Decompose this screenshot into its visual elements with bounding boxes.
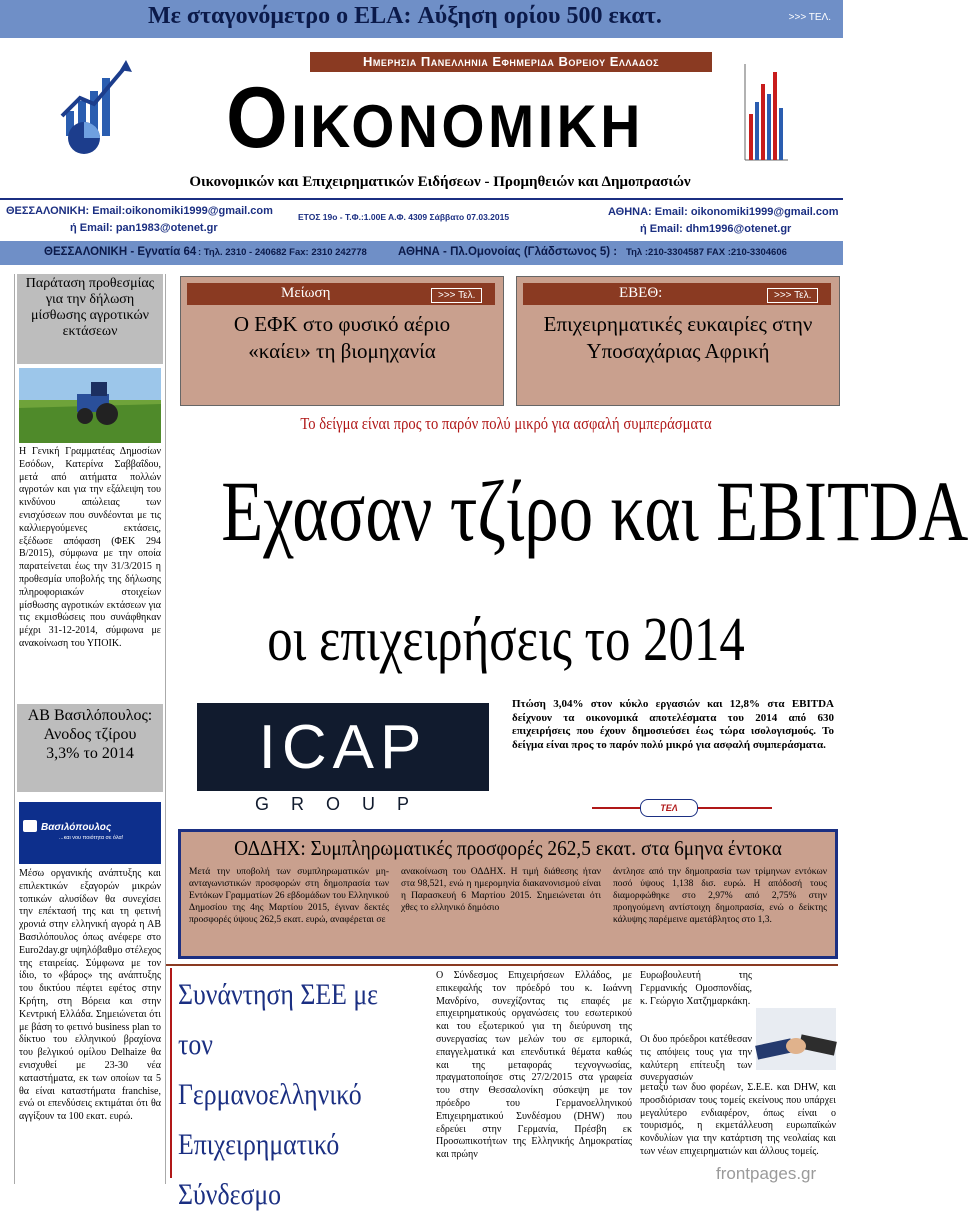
- main-headline-1[interactable]: Εχασαν τζίρο και EBITDA: [221, 463, 968, 559]
- ab-logo-slogan: ...και νου ποιότητα σε όλα!: [59, 835, 124, 841]
- masthead-title[interactable]: Οικονομικη: [226, 70, 644, 166]
- address-athens-tel: Τηλ :210-3304587 FAX :210-3304606: [626, 247, 787, 258]
- contacts-thess-2: ή Email: pan1983@otenet.gr: [70, 222, 218, 234]
- icap-logo-main: ICAP: [258, 713, 428, 782]
- address-bar: [0, 241, 843, 265]
- growth-chart-icon: [56, 56, 136, 156]
- contacts-issue-info: ΕΤΟΣ 19ο - Τ.Φ.:1.00Ε Α.Φ. 4309 Σάββατο 07.03.2015: [298, 212, 510, 222]
- bar-chart-icon: [742, 64, 790, 164]
- odhx-col3: άντλησε από την δημοπρασία των τρίμηνων εντόκων ποσό ύψους 1,138 δισ. ευρώ. Η απόδοσή τους διαμορφώθηκε στο 2,97% από 2,75% στην προηγούμενη αντίστοιχη δημοπρασία, ενώ ο δείκτης κάλυψης παρέμεινε αμετάβλητος στο 1,3.: [613, 867, 827, 925]
- box-right-tel[interactable]: >>> Τελ.: [767, 288, 818, 303]
- masthead: [0, 38, 843, 198]
- masthead-subtitle-top: Ημερησια Πανελληνια Εφημεριδα Βορειου Ελλαδος: [310, 52, 712, 72]
- main-tel[interactable]: ΤΕΛ: [640, 799, 698, 817]
- box-right[interactable]: [516, 276, 840, 406]
- see-col2-mid: Οι δυο πρόεδροι κατέθεσαν τις απόψεις τους για την καλύτερη επίτευξη των συνεργασιών: [640, 1034, 752, 1084]
- main-headline-2[interactable]: οι επιχειρήσεις το 2014: [267, 606, 745, 674]
- see-col2-top: Ευρωβουλευτή της Γερμανικής Ομοσπονδίας, κ. Γεώργιο Χατζημαρκάκη.: [640, 970, 752, 1007]
- contacts-athens-1: ΑΘΗΝΑ: Email: oikonomiki1999@gmail.com: [608, 206, 839, 218]
- box-right-head: [523, 283, 831, 305]
- box-left-head: [187, 283, 495, 305]
- top-banner[interactable]: [0, 0, 843, 38]
- odhx-box: [178, 829, 838, 959]
- sidebar-story1-body: Η Γενική Γραμματέας Δημοσίων Εσόδων, Κατερίνα Σαββαΐδου, μετά από αιτήματα πολλών αγροτών και για την εξάλειψη του κινδύνου απώλειας των ενισχύσεων που συνδέονται με τις καλλιεργούμενες εκτάσεις, εξέδωσε απόφαση (ΦΕΚ 294 Β/2015), σύμφωνα με την οποία παρατείνεται έως την 31/3/2015 η προθεσμία υποβολής της δήλωσης πληροφοριακών στοιχείων μίσθωσης αγροτικών εκτάσεων για τις εκμισθώσεις που συνάφθηκαν μέχρι 31-12-2014, σύμφωνα με ανακοίνωση του ΥΠΟΙΚ.: [19, 446, 161, 649]
- main-lead: Πτώση 3,04% στον κύκλο εργασιών και 12,8% στα EBITDA δείχνουν τα οικονομικά αποτελέσματα του 2014 από 630 επιχειρήσεις που έχουν δημοσιεύσει έως τώρα ισολογισμούς. Το δείγμα είναι προς το παρόν πολύ μικρό για ασφαλή συμπεράσματα.: [512, 698, 834, 751]
- icap-logo: [197, 703, 489, 819]
- box-left-head-label: Μείωση: [281, 285, 331, 301]
- tractor-photo: [19, 368, 161, 443]
- see-col2-bottom: μεταξύ των δυο φορέων, Σ.Ε.Ε. και DHW, και προσδιόρισαν τους τομείς εκείνους που υπάρχει μεγαλύτερο ενδιαφέρον, όπως είναι ο τουρισμός, η εκμετάλλευση ευρωπαϊκών κονδυλίων για την κατάρτιση της νεολαίας και των νέων επιχειρηματιών και άλλους τομείς.: [640, 1082, 836, 1157]
- ab-logo-mark: [23, 820, 37, 832]
- top-banner-tel[interactable]: >>> ΤΕΛ.: [788, 12, 831, 23]
- ab-logo-text: Βασιλόπουλος: [41, 822, 112, 833]
- sidebar-story1-title[interactable]: Παράταση προθεσμίας για την δήλωση μίσθωσης αγροτικών εκτάσεων: [17, 274, 163, 364]
- box-left-tel[interactable]: >>> Τελ.: [431, 288, 482, 303]
- sidebar: [14, 274, 166, 1184]
- masthead-subtitle-bottom: Οικονομικών και Επιχειρηματικών Ειδήσεων - Προμηθειών και Δημοπρασιών: [189, 174, 691, 190]
- main-kicker: Το δείγμα είναι προς το παρόν πολύ μικρό για ασφαλή συμπεράσματα: [300, 414, 712, 433]
- icap-logo-sub: GROUP: [254, 794, 431, 814]
- odhx-col1: Μετά την υποβολή των συμπληρωματικών μη-ανταγωνιστικών προσφορών στη δημοπρασία των Εντόκων Γραμματίων 26 εβδομάδων του Ελληνικού Δημοσίου της 4ης Μαρτίου 2015, έγιναν δεκτές προσφορές ύψους 262,5 εκατ. ευρώ, αναφέρεται σε: [189, 867, 389, 925]
- contacts-rule: [0, 198, 843, 200]
- ab-logo: [19, 802, 161, 864]
- box-left[interactable]: [180, 276, 504, 406]
- contacts-thess-1: ΘΕΣΣΑΛΟΝΙΚΗ: Email:oikonomiki1999@gmail.com: [6, 205, 273, 217]
- see-col1: Ο Σύνδεσμος Επιχειρήσεων Ελλάδος, με επικεφαλής τον πρόεδρό του κ. Ιωάννη Μανδρίνο, συνεχίζοντας τις επαφές με επιχειρηματικούς οργανώσεις του εσωτερικού και του εξωτερικού για τη διεύρυνση της συνεργασίας των μελών του σε εμπορικά, επαγγελματικά και επενδυτικά θέματα καθώς και της μεταφοράς τεχνογνωσίας, πραγματοποίησε στις 27/2/2015 στα γραφεία του στην Θεσσαλονίκη σύσκεψη με τον πρόεδρο του Γερμανοελληνικού Επιχειρηματικού Συνδέσμου (DHW) που εδρεύει στην Γερμανία, Πρέσβη εκ Προσωπικοτήτων της Ελληνικής Δημοκρατίας και πρώην: [436, 970, 632, 1161]
- address-thess-tel: : Τηλ. 2310 - 240682 Fax: 2310 242778: [198, 247, 367, 258]
- see-headline-rule: [170, 968, 172, 1178]
- odhx-col2: ανακοίνωση του ΟΔΔΗΧ. Η τιμή διάθεσης ήταν στα 98,521, ενώ η ημερομηνία διακανονισμού είναι η Παρασκευή 6 Μαρτίου 2015. Σημειώνεται ότι χθες το ελληνικό δημόσιο: [401, 867, 601, 913]
- sidebar-story2-title[interactable]: ΑΒ Βασιλόπουλος: Ανοδος τζίρου 3,3% το 2014: [17, 704, 163, 792]
- odhx-headline[interactable]: ΟΔΔΗΧ: Συμπληρωματικές προσφορές 262,5 εκατ. στα 6μηνα έντοκα: [234, 836, 782, 860]
- address-athens: ΑΘΗΝΑ - Πλ.Ομονοίας (Γλάδστωνος 5) :: [398, 246, 618, 258]
- sidebar-story2-body: Μέσω οργανικής ανάπτυξης και επιλεκτικών εξαγορών μικρών τοπικών αλυσίδων θα συνεχίσει την επέκτασή της και τη φετινή χρονιά στην ελληνική αγορά η ΑΒ Βασιλόπουλος όπως ανέφερε στο Euro2day.gr υψηλόβαθμο στέλεχος της εταιρείας. Σύμφωνα με τον ίδιο, το «βάρος» της ανάπτυξης του δικτύου πέφτει εφέτος στην Κρήτη, στη Βόρεια και στην Κεντρική Ελλάδα. Σημειώνεται ότι με βάση το φετινό business plan το δίκτυο του ελληνικού βραχίονα του βελγικού ομίλου Delhaize θα ενισχυθεί με 23-30 νέα καταστήματα, εκ των οποίων τα 5 θα είναι καταστήματα franchise, ενώ οι επενδύσεις εκτιμάται ότι θα αγγίξουν τα 100 εκατ. ευρώ.: [19, 868, 161, 1123]
- watermark: frontpages.gr: [716, 1164, 817, 1183]
- handshake-photo: [756, 1008, 836, 1070]
- address-thess: ΘΕΣΣΑΛΟΝΙΚΗ - Εγνατία 64: [44, 246, 197, 258]
- box-left-text: Ο ΕΦΚ στο φυσικό αέριο «καίει» τη βιομηχανία: [233, 312, 451, 363]
- box-right-text: Επιχειρηματικές ευκαιρίες στην Υποσαχάριας Αφρική: [543, 312, 813, 363]
- see-headline[interactable]: Συνάντηση ΣΕΕ με τον Γερμανοελληνικό Επιχειρηματικό Σύνδεσμο: [178, 978, 379, 1211]
- contacts-athens-2: ή Email: dhm1996@otenet.gr: [640, 223, 792, 235]
- top-banner-headline[interactable]: Με σταγονόμετρο ο ELA: Αύξηση ορίου 500 εκατ.: [148, 3, 662, 29]
- box-right-head-label: ΕΒΕΘ:: [619, 285, 663, 301]
